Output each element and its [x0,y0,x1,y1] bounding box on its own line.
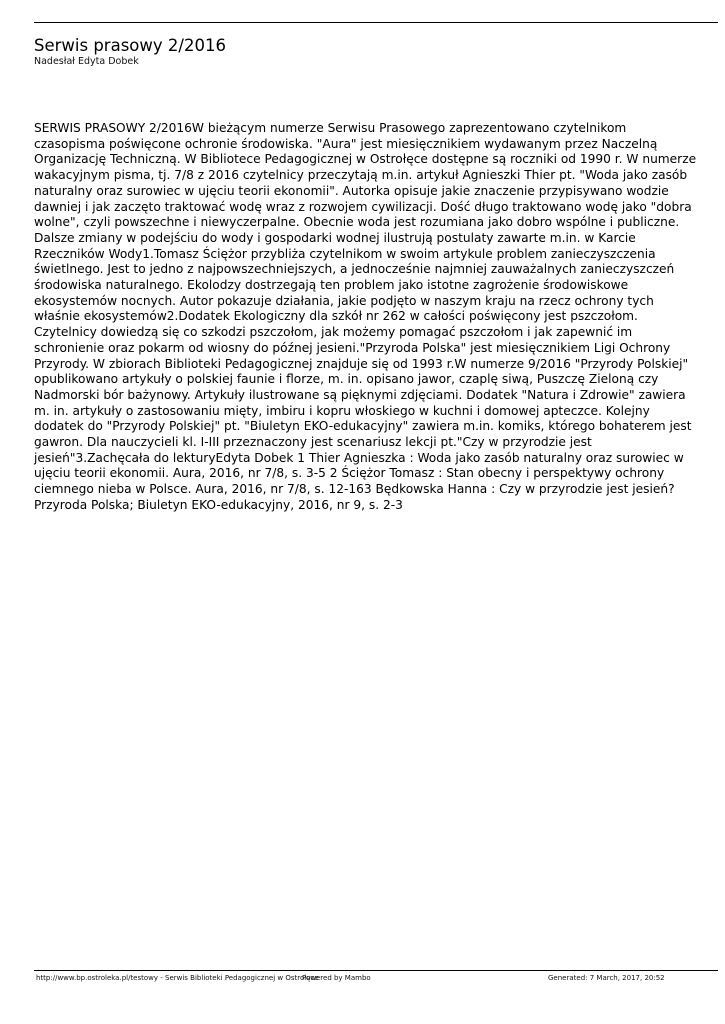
author-byline: Nadesłał Edyta Dobek [34,56,139,67]
header-rule [34,22,718,23]
footer-rule [34,970,718,971]
page-title: Serwis prasowy 2/2016 [34,36,226,55]
footer-source-url[interactable]: http://www.bp.ostroleka.pl/testowy - Serwis Biblioteki Pedagogicznej w Ostrołęce [36,974,319,982]
footer-powered-by: Powered by Mambo [302,974,371,982]
article-body: SERWIS PRASOWY 2/2016W bieżącym numerze Serwisu Prasowego zaprezentowano czytelnikom czasopisma poświęcone ochronie środowiska. "Aura" jest miesięcznikiem wydawanym przez Naczelną Organizację Techniczną. W Bibliotece Pedagogicznej w Ostrołęce dostępne są roczniki od 1990 r. W numerze wakacyjnym pisma, tj. 7/8 z 2016 czytelnicy przeczytają m.in. artykuł Agnieszki Thier pt. "Woda jako zasób naturalny oraz surowiec w ujęciu teorii ekonomii". Autorka opisuje jakie znaczenie przypisywano wodzie dawniej i jak zaczęto traktować wodę wraz z rozwojem cywilizacji. Dość długo traktowano wodę jako "dobra wolne", czyli powszechne i niewyczerpalne. Obecnie woda jest rozumiana jako dobro wspólne i publiczne. Dalsze zmiany w podejściu do wody i gospodarki wodnej ilustrują postulaty zawarte m.in. w Karcie Rzeczników Wody1.Tomasz Ściężor przybliża czytelnikom w swoim artykule problem zanieczyszczenia świetlnego. Jest to jedno z najpowszechniejszych, a jednocześnie najmniej zauważalnych zanieczyszczeń środowiska naturalnego. Ekolodzy dostrzegają ten problem jako istotne zagrożenie środowiskowe ekosystemów nocnych. Autor pokazuje działania, jakie podjęto w naszym kraju na rzecz ochrony tych właśnie ekosystemów2.Dodatek Ekologiczny dla szkół nr 262 w całości poświęcony jest pszczołom. Czytelnicy dowiedzą się co szkodzi pszczołom, jak możemy pomagać pszczołom i jak zapewnić im schronienie oraz pokarm od wiosny do późnej jesieni."Przyroda Polska" jest miesięcznikiem Ligi Ochrony Przyrody. W zbiorach Biblioteki Pedagogicznej znajduje się od 1993 r.W numerze 9/2016 "Przyrody Polskiej" opublikowano artykuły o polskiej faunie i florze, m. in. opisano jawor, czaplę siwą, Puszczę Zieloną czy Nadmorski bór bażynowy. Artykuły ilustrowane są pięknymi zdjęciami. Dodatek "Natura i Zdrowie" zawiera m. in. artykuły o zastosowaniu mięty, imbiru i kopru włoskiego w kuchni i domowej apteczce. Kolejny dodatek do "Przyrody Polskiej" pt. "Biuletyn EKO-edukacyjny" zawiera m.in. komiks, którego bohaterem jest gawron. Dla nauczycieli kl. I-III przeznaczony jest scenariusz lekcji pt."Czy w przyrodzie jest jesień"3.Zachęcała do lekturyEdyta Dobek 1 Thier Agnieszka : Woda jako zasób naturalny oraz surowiec w ujęciu teorii ekonomii. Aura, 2016, nr 7/8, s. 3-5 2 Ściężor Tomasz : Stan obecny i perspektywy ochrony ciemnego nieba w Polsce. Aura, 2016, nr 7/8, s. 12-163 Będkowska Hanna : Czy w przyrodzie jest jesień? Przyroda Polska; Biuletyn EKO-edukacyjny, 2016, nr 9, s. 2-3 [34,121,697,512]
footer-generated-date: Generated: 7 March, 2017, 20:52 [548,974,665,982]
